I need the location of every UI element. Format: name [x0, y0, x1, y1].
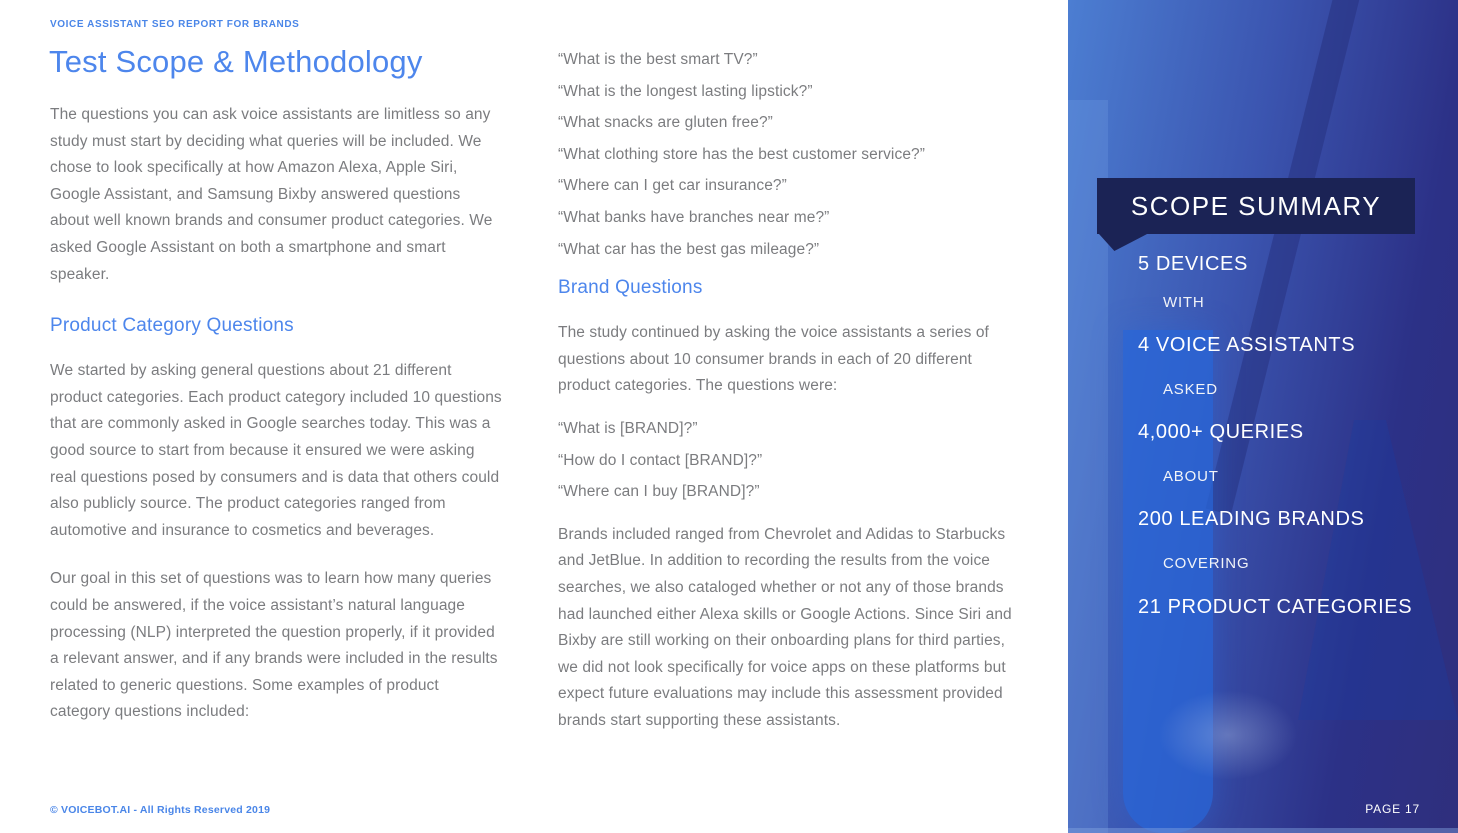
- stat-queries: 4,000+ QUERIES: [1138, 421, 1304, 443]
- product-category-paragraph-2: Our goal in this set of questions was to learn how many queries could be answered, if the voice assistant’s natural language processing (NLP) interpreted the question properly, if it provided a relevant answer, and if any brands were included in the results related to generic questions. Some examples of product category questions included:: [50, 570, 498, 721]
- example-question: “What is the best smart TV?”: [558, 51, 758, 68]
- lab-photo-bottom-band: [1068, 828, 1458, 833]
- stat-connector-asked: ASKED: [1163, 381, 1218, 398]
- section-heading-product-category: Product Category Questions: [50, 315, 294, 337]
- brand-questions-paragraph: The study continued by asking the voice assistants a series of questions about 10 consumer brands in each of 20 different product categories. The questions were:: [558, 324, 989, 395]
- stat-devices: 5 DEVICES: [1138, 253, 1248, 275]
- example-question: “What banks have branches near me?”: [558, 208, 830, 226]
- example-questions-list: [558, 44, 1020, 265]
- stat-connector-about: ABOUT: [1163, 468, 1219, 485]
- report-eyebrow: VOICE ASSISTANT SEO REPORT FOR BRANDS: [50, 19, 300, 30]
- brand-question: “What is [BRAND]?”: [558, 419, 698, 437]
- lab-photo-flask-silhouette: [1298, 420, 1458, 720]
- section-heading-brand-questions: Brand Questions: [558, 277, 703, 299]
- scope-summary-banner: [1097, 178, 1415, 234]
- middle-column: [558, 44, 1020, 734]
- example-question: “What is the longest lasting lipstick?”: [558, 82, 813, 100]
- page-title: Test Scope & Methodology: [49, 44, 423, 79]
- left-column: [50, 102, 502, 726]
- stat-leading-brands: 200 LEADING BRANDS: [1138, 508, 1365, 530]
- example-question: “Where can I get car insurance?”: [558, 177, 787, 195]
- stat-voice-assistants: 4 VOICE ASSISTANTS: [1138, 334, 1356, 356]
- example-question: “What car has the best gas mileage?”: [558, 240, 820, 258]
- brand-question: “Where can I buy [BRAND]?”: [558, 483, 760, 501]
- brand-questions-list: [558, 413, 1020, 508]
- brands-closing-paragraph: Brands included ranged from Chevrolet and Adidas to Starbucks and JetBlue. In addition to recording the results from the voice searches, we also cataloged whether or not any of those brands had launched either Alexa skills or Google Actions. Since Siri and Bixby are still working on their onboarding plans for third parties, we did not look specifically for voice apps on these platforms but expect future evaluations may include this assessment provided brands start supporting these assistants.: [558, 525, 1012, 729]
- scope-summary-sidebar: [1068, 0, 1458, 833]
- copyright-footer: © VOICEBOT.AI - All Rights Reserved 2019: [50, 804, 271, 816]
- stat-connector-with: WITH: [1163, 294, 1205, 311]
- intro-paragraph: The questions you can ask voice assistants are limitless so any study must start by deciding what queries will be included. We chose to look specifically at how Amazon Alexa, Apple Siri, Google Assistant, and Samsung Bixby answered questions about well known brands and consumer product categories. We asked Google Assistant on both a smartphone and smart speaker.: [50, 106, 493, 283]
- product-category-paragraph-1: We started by asking general questions about 21 different product categories. Each product category included 10 questions that are commonly asked in Google searches today. This was a good source to start from because it ensured we were asking real questions posed by consumers and is data that others could also publicly source. The product categories ranged from automotive and insurance to cosmetics and beverages.: [50, 362, 502, 539]
- brand-question: “How do I contact [BRAND]?”: [558, 451, 763, 469]
- scope-summary-banner-label: SCOPE SUMMARY: [1130, 190, 1382, 221]
- example-question: “What clothing store has the best customer service?”: [558, 145, 926, 163]
- stat-connector-covering: COVERING: [1163, 555, 1250, 572]
- example-question: “What snacks are gluten free?”: [558, 114, 773, 132]
- lab-photo-highlight: [1158, 690, 1298, 780]
- page-number: PAGE 17: [1365, 802, 1420, 816]
- stat-product-categories: 21 PRODUCT CATEGORIES: [1138, 596, 1413, 618]
